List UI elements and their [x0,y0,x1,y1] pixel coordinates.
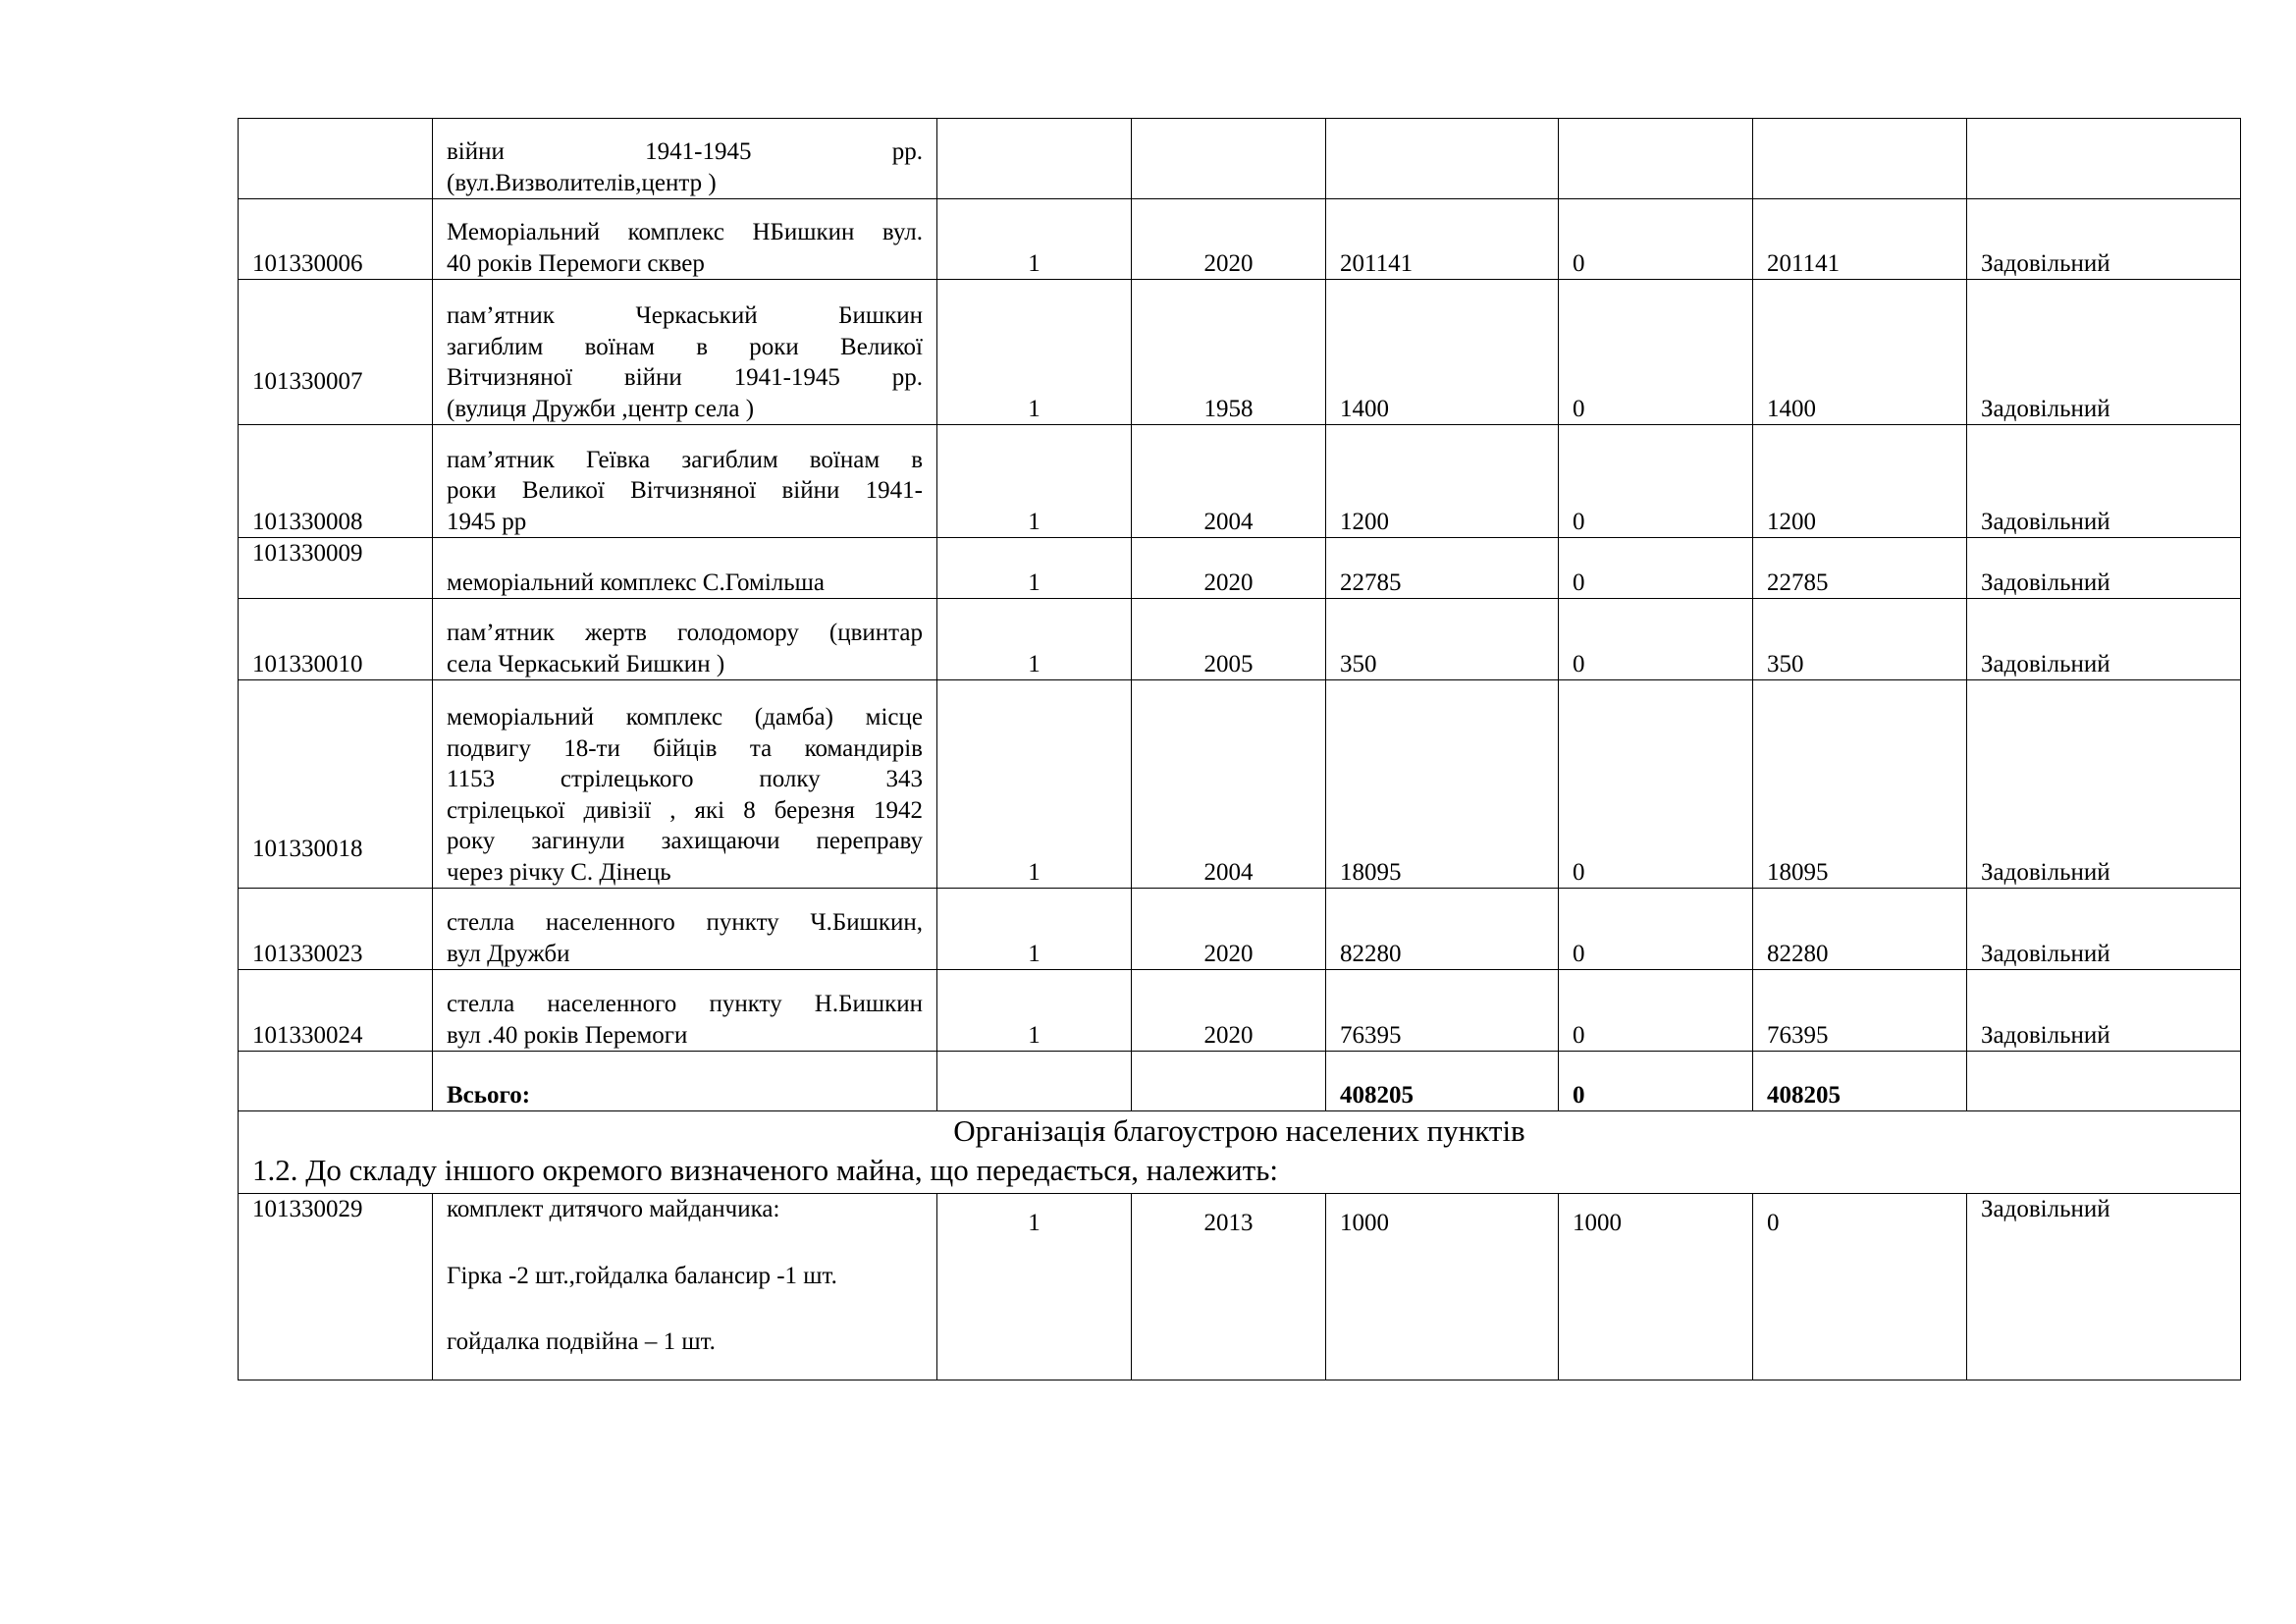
total-empty-cell [1132,1052,1326,1111]
year: 2013 [1132,1194,1326,1380]
condition-status: Задовільний [1967,538,2241,599]
total-empty-cell [1967,1052,2241,1111]
residual-value [1753,119,1967,199]
year: 1958 [1132,280,1326,425]
residual-value: 76395 [1753,970,1967,1052]
total-depreciation: 0 [1559,1052,1753,1111]
total-label: Всього: [433,1052,937,1111]
object-description: Меморіальний комплекс НБишкин вул. 40 років Перемоги сквер [433,199,937,280]
depreciation: 0 [1559,599,1753,680]
year: 2020 [1132,889,1326,970]
year: 2005 [1132,599,1326,680]
residual-value: 82280 [1753,889,1967,970]
object-description: меморіальний комплекс С.Гомільша [433,538,937,599]
condition-status [1967,119,2241,199]
quantity: 1 [937,1194,1132,1380]
depreciation: 0 [1559,280,1753,425]
initial-value: 1200 [1326,425,1559,538]
inventory-number: 101330029 [239,1194,433,1380]
residual-value: 1400 [1753,280,1967,425]
inventory-number [239,119,433,199]
table-row [239,889,2241,970]
initial-value: 82280 [1326,889,1559,970]
table-row [239,280,2241,425]
object-description: війни 1941-1945 рр. (вул.Визволителів,центр ) [433,119,937,199]
section-heading: Організація благоустрою населених пунктів [953,1113,1525,1148]
depreciation: 0 [1559,680,1753,889]
residual-value: 22785 [1753,538,1967,599]
year: 2004 [1132,425,1326,538]
year: 2004 [1132,680,1326,889]
object-description: пам’ятник Черкаський Бишкин загиблим воїнам в роки Великої Вітчизняної війни 1941-1945 рр. (вулиця Дружби ,центр села ) [433,280,937,425]
total-initial-value: 408205 [1326,1052,1559,1111]
residual-value: 350 [1753,599,1967,680]
condition-status: Задовільний [1967,199,2241,280]
inventory-number: 101330008 [239,425,433,538]
initial-value: 1400 [1326,280,1559,425]
table-row [239,680,2241,889]
condition-status: Задовільний [1967,599,2241,680]
initial-value: 76395 [1326,970,1559,1052]
object-description: пам’ятник Геївка загиблим воїнам в роки Великої Вітчизняної війни 1941- 1945 рр [433,425,937,538]
table-row [239,538,2241,599]
depreciation: 0 [1559,538,1753,599]
initial-value: 350 [1326,599,1559,680]
year: 2020 [1132,199,1326,280]
condition-status: Задовільний [1967,1194,2241,1380]
inventory-number: 101330023 [239,889,433,970]
year: 2020 [1132,538,1326,599]
table-row [239,1194,2241,1380]
inventory-number: 101330009 [239,538,433,599]
table-row [239,425,2241,538]
line-gap [447,1291,923,1326]
condition-status: Задовільний [1967,970,2241,1052]
line-gap [447,1225,923,1261]
section-cell [239,1111,2241,1194]
inventory-number: 101330007 [239,280,433,425]
table-row [239,970,2241,1052]
total-empty-cell [239,1052,433,1111]
inventory-number: 101330024 [239,970,433,1052]
section-subheading: 1.2. До складу іншого окремого визначеного майна, що передається, належить: [252,1153,1278,1187]
table-row [239,199,2241,280]
total-empty-cell [937,1052,1132,1111]
depreciation: 0 [1559,970,1753,1052]
initial-value: 18095 [1326,680,1559,889]
object-description: стелла населенного пункту Ч.Бишкин, вул Дружби [433,889,937,970]
initial-value: 1000 [1326,1194,1559,1380]
quantity: 1 [937,599,1132,680]
inventory-number: 101330018 [239,680,433,889]
object-description: комплект дитячого майданчика: Гірка -2 шт.,гойдалка балансир -1 шт. гойдалка подвійна – 1 шт. [433,1194,937,1380]
initial-value [1326,119,1559,199]
total-residual-value: 408205 [1753,1052,1967,1111]
depreciation [1559,119,1753,199]
quantity: 1 [937,425,1132,538]
condition-status: Задовільний [1967,889,2241,970]
initial-value: 201141 [1326,199,1559,280]
quantity: 1 [937,199,1132,280]
condition-status: Задовільний [1967,425,2241,538]
inventory-number: 101330006 [239,199,433,280]
assets-table [238,118,2241,1380]
initial-value: 22785 [1326,538,1559,599]
depreciation: 0 [1559,199,1753,280]
table-row [239,119,2241,199]
depreciation: 1000 [1559,1194,1753,1380]
total-row [239,1052,2241,1111]
quantity: 1 [937,680,1132,889]
quantity [937,119,1132,199]
section-row [239,1111,2241,1194]
inventory-number: 101330010 [239,599,433,680]
quantity: 1 [937,280,1132,425]
year [1132,119,1326,199]
condition-status: Задовільний [1967,280,2241,425]
residual-value: 18095 [1753,680,1967,889]
residual-value: 1200 [1753,425,1967,538]
quantity: 1 [937,538,1132,599]
residual-value: 201141 [1753,199,1967,280]
depreciation: 0 [1559,889,1753,970]
quantity: 1 [937,889,1132,970]
object-description: стелла населенного пункту Н.Бишкин вул .40 років Перемоги [433,970,937,1052]
object-description: меморіальний комплекс (дамба) місце подвигу 18-ти бійців та командирів 1153 стрілецького полку 343 стрілецької дивізії , які 8 березня 1942 року загинули захищаючи переправу через річку С. Дінець [433,680,937,889]
table-row [239,599,2241,680]
object-description: пам’ятник жертв голодомору (цвинтар села Черкаський Бишкин ) [433,599,937,680]
residual-value: 0 [1753,1194,1967,1380]
year: 2020 [1132,970,1326,1052]
condition-status: Задовільний [1967,680,2241,889]
quantity: 1 [937,970,1132,1052]
depreciation: 0 [1559,425,1753,538]
